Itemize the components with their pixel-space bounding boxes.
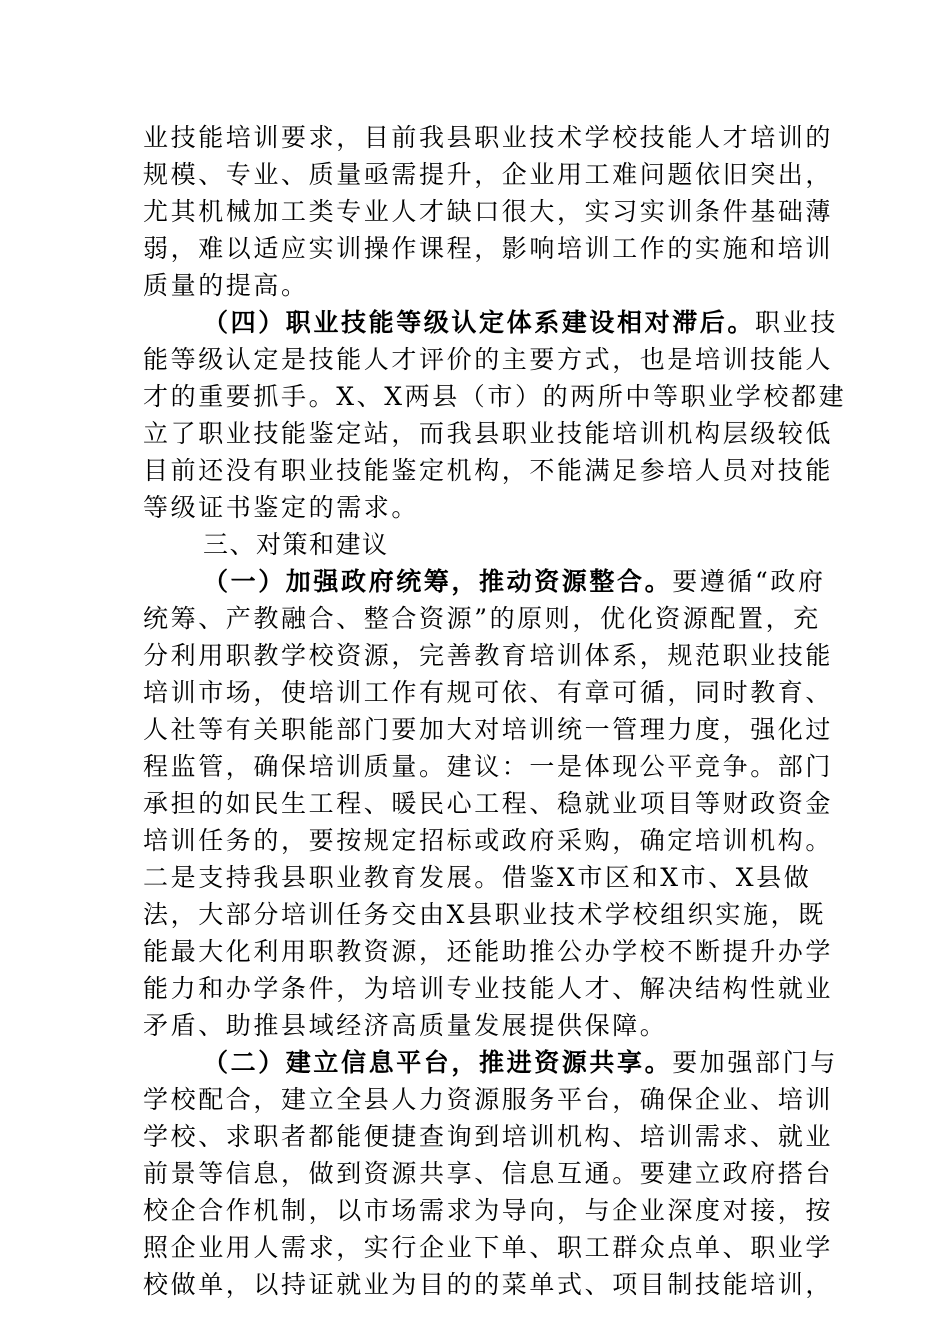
line-text: 校企合作机制，以市场需求为导向，与企业深度对接，按	[143, 1196, 834, 1225]
text-line	[143, 377, 846, 417]
line-text: 要遵循“政府	[672, 567, 826, 596]
line-text: 立了职业技能鉴定站，而我县职业技能培训机构层级较低	[143, 419, 834, 448]
section-4-heading: （四）职业技能等级认定体系建设相对滞后。	[203, 308, 756, 337]
line-text: 学校配合，建立全县人力资源服务平台，确保企业、培训	[143, 1085, 834, 1114]
line-text: 培训任务的，要按规定招标或政府采购，确定培训机构。	[143, 826, 834, 855]
paragraph-1-first-line	[203, 562, 826, 602]
line-text: 培训市场，使培训工作有规可依、有章可循，同时教育、	[143, 678, 834, 707]
text-line	[143, 784, 833, 824]
subsection-2-heading: （二）建立信息平台，推进资源共享。	[203, 1048, 673, 1077]
text-line	[143, 488, 419, 528]
text-line	[143, 710, 833, 750]
line-text: 学校、求职者都能便捷查询到培训机构、培训需求、就业	[143, 1122, 834, 1151]
paragraph-2-first-line	[203, 1043, 838, 1083]
text-line	[143, 747, 833, 787]
text-line	[143, 155, 833, 195]
text-line	[143, 192, 833, 232]
text-line	[143, 451, 833, 491]
subsection-1-heading: （一）加强政府统筹，推动资源整合。	[203, 567, 673, 596]
line-text: 法，大部分培训任务交由X县职业技术学校组织实施，既	[143, 900, 826, 929]
line-text: 等级证书鉴定的需求。	[143, 493, 420, 522]
line-text: 能等级认定是技能人才评价的主要方式，也是培训技能人	[143, 345, 834, 374]
line-text: 职业技	[755, 308, 838, 337]
line-text: 能力和办学条件，为培训专业技能人才、解决结构性就业	[143, 974, 834, 1003]
text-line	[143, 1228, 833, 1268]
text-line	[143, 1080, 833, 1120]
text-line	[143, 821, 833, 861]
section-three-heading	[203, 525, 389, 565]
line-text: 才的重要抓手。X、X两县（市）的两所中等职业学校都建	[143, 382, 847, 411]
line-text: 承担的如民生工程、暖民心工程、稳就业项目等财政资金	[143, 789, 834, 818]
text-line	[143, 599, 821, 639]
text-line	[143, 858, 811, 898]
line-text: 校做单，以持证就业为目的的菜单式、项目制技能培训，	[143, 1270, 834, 1299]
line-text: 二是支持我县职业教育发展。借鉴X市区和X市、X县做	[143, 863, 812, 892]
text-line	[143, 932, 833, 972]
line-text: 业技能培训要求，目前我县职业技术学校技能人才培训的	[143, 123, 834, 152]
line-text: 目前还没有职业技能鉴定机构，不能满足参培人员对技能	[143, 456, 834, 485]
line-text: 尤其机械加工类专业人才缺口很大，实习实训条件基础薄	[143, 197, 834, 226]
text-line	[143, 266, 309, 306]
text-line	[143, 414, 833, 454]
text-line	[143, 340, 833, 380]
heading-text: 三、对策和建议	[203, 530, 389, 559]
line-text: 质量的提高。	[143, 271, 309, 300]
line-text: 程监管，确保培训质量。建议：一是体现公平竞争。部门	[143, 752, 834, 781]
line-text: 规模、专业、质量亟需提升，企业用工难问题依旧突出，	[143, 160, 834, 189]
text-line	[143, 1191, 833, 1231]
text-line	[143, 1265, 833, 1305]
text-line	[143, 1006, 667, 1046]
text-line	[143, 673, 833, 713]
line-text: 矛盾、助推县域经济高质量发展提供保障。	[143, 1011, 668, 1040]
paragraph-4-first-line	[203, 303, 838, 343]
line-text: 人社等有关职能部门要加大对培训统一管理力度，强化过	[143, 715, 834, 744]
line-text: 弱，难以适应实训操作课程，影响培训工作的实施和培训	[143, 234, 834, 263]
line-text: 照企业用人需求，实行企业下单、职工群众点单、职业学	[143, 1233, 834, 1262]
text-line	[143, 1117, 833, 1157]
line-text: 统筹、产教融合、整合资源”的原则，优化资源配置，充	[143, 604, 821, 633]
line-text: 能最大化利用职教资源，还能助推公办学校不断提升办学	[143, 937, 834, 966]
text-line	[143, 895, 826, 935]
text-line	[143, 229, 833, 269]
text-line	[143, 118, 833, 158]
line-text: 要加强部门与	[672, 1048, 838, 1077]
text-line	[143, 969, 833, 1009]
line-text: 分利用职教学校资源，完善教育培训体系，规范职业技能	[143, 641, 834, 670]
line-text: 前景等信息，做到资源共享、信息互通。要建立政府搭台	[143, 1159, 834, 1188]
text-line	[143, 636, 833, 676]
text-line	[143, 1154, 833, 1194]
